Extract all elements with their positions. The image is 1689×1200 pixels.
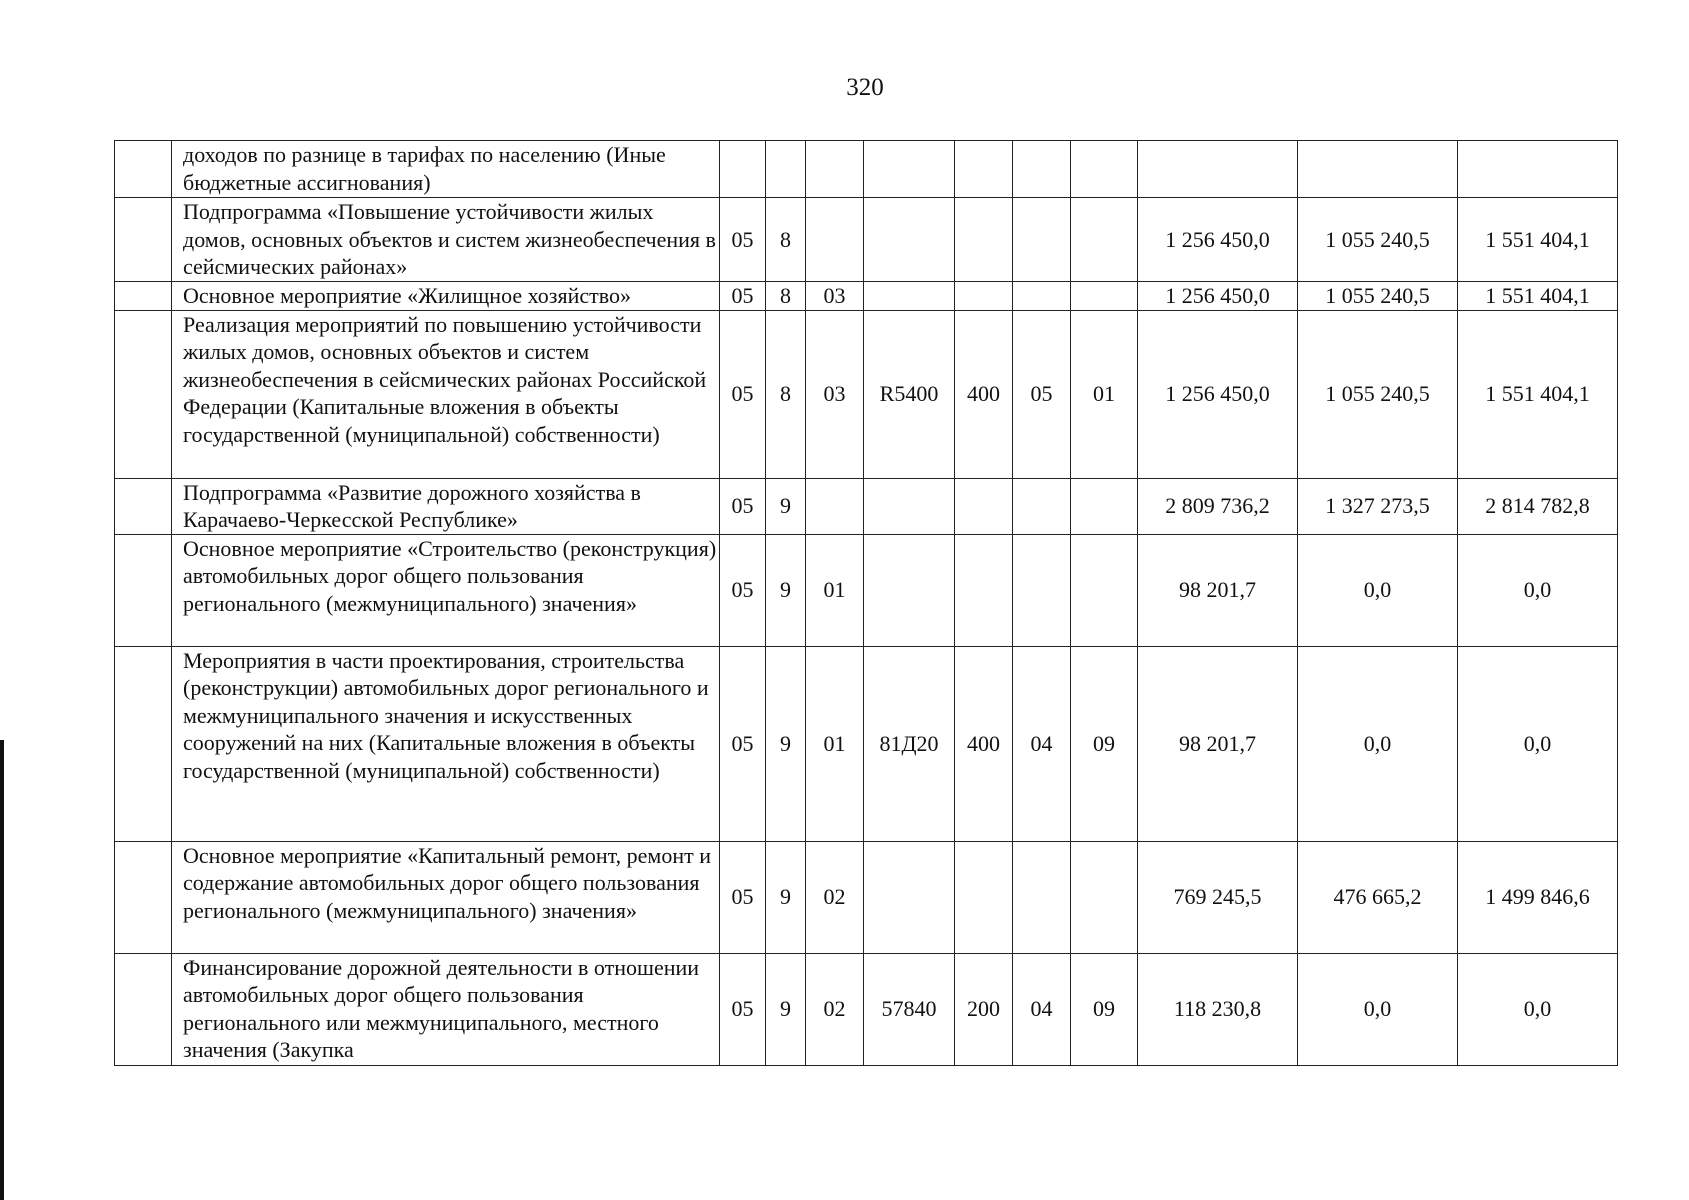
cell-name: Основное мероприятие «Строительство (реконструкция) автомобильных дорог общего пользования регионального (межмуниципального) значения» <box>172 534 720 646</box>
cell-direction: 57840 <box>864 953 955 1065</box>
scan-margin-bar <box>0 740 4 1200</box>
cell-amount-year1 <box>1138 141 1298 198</box>
cell-amount-year1: 1 256 450,0 <box>1138 282 1298 311</box>
cell-amount-year3: 0,0 <box>1458 953 1618 1065</box>
cell-subprogram: 9 <box>766 953 806 1065</box>
cell-expense-type <box>955 841 1013 953</box>
cell-name: Основное мероприятие «Жилищное хозяйство» <box>172 282 720 311</box>
table-row <box>115 953 1618 1065</box>
cell-name: Финансирование дорожной деятельности в отношении автомобильных дорог общего пользования регионального или межмуниципального, местного значения (Закупка <box>172 953 720 1065</box>
cell-amount-year1: 98 201,7 <box>1138 646 1298 841</box>
cell-index <box>115 282 172 311</box>
cell-subprogram: 8 <box>766 310 806 478</box>
cell-index <box>115 141 172 198</box>
cell-amount-year3 <box>1458 141 1618 198</box>
cell-subprogram: 9 <box>766 646 806 841</box>
cell-direction <box>864 141 955 198</box>
cell-amount-year3: 2 814 782,8 <box>1458 478 1618 534</box>
cell-amount-year2: 1 327 273,5 <box>1298 478 1458 534</box>
cell-subprogram <box>766 141 806 198</box>
cell-direction: R5400 <box>864 310 955 478</box>
cell-program <box>720 141 766 198</box>
cell-direction <box>864 534 955 646</box>
cell-amount-year1: 1 256 450,0 <box>1138 310 1298 478</box>
cell-section <box>1013 198 1071 282</box>
cell-amount-year3: 1 551 404,1 <box>1458 310 1618 478</box>
cell-amount-year2: 0,0 <box>1298 646 1458 841</box>
cell-section <box>1013 478 1071 534</box>
cell-section <box>1013 534 1071 646</box>
cell-section <box>1013 282 1071 311</box>
cell-subsection: 01 <box>1071 310 1138 478</box>
cell-main-event: 02 <box>806 953 864 1065</box>
cell-index <box>115 841 172 953</box>
cell-name: Мероприятия в части проектирования, строительства (реконструкции) автомобильных дорог регионального и межмуниципального значения и искусственных сооружений на них (Капитальные вложения в объекты государственной (муниципальной) собственности) <box>172 646 720 841</box>
cell-name: Основное мероприятие «Капитальный ремонт, ремонт и содержание автомобильных дорог общего пользования регионального (межмуниципального) значения» <box>172 841 720 953</box>
cell-subsection: 09 <box>1071 953 1138 1065</box>
cell-subsection <box>1071 141 1138 198</box>
cell-program: 05 <box>720 478 766 534</box>
cell-section: 04 <box>1013 953 1071 1065</box>
budget-table <box>114 140 1618 1066</box>
cell-section: 04 <box>1013 646 1071 841</box>
cell-program: 05 <box>720 282 766 311</box>
cell-amount-year1: 98 201,7 <box>1138 534 1298 646</box>
cell-program: 05 <box>720 646 766 841</box>
cell-main-event <box>806 478 864 534</box>
cell-main-event: 01 <box>806 646 864 841</box>
cell-expense-type <box>955 141 1013 198</box>
cell-direction <box>864 198 955 282</box>
cell-subsection <box>1071 478 1138 534</box>
cell-amount-year3: 1 551 404,1 <box>1458 282 1618 311</box>
cell-program: 05 <box>720 953 766 1065</box>
cell-program: 05 <box>720 310 766 478</box>
table-body <box>115 141 1618 1066</box>
cell-name: доходов по разнице в тарифах по населению (Иные бюджетные ассигнования) <box>172 141 720 198</box>
cell-index <box>115 646 172 841</box>
cell-program: 05 <box>720 841 766 953</box>
cell-index <box>115 534 172 646</box>
cell-subprogram: 8 <box>766 282 806 311</box>
cell-amount-year3: 1 551 404,1 <box>1458 198 1618 282</box>
cell-expense-type: 400 <box>955 646 1013 841</box>
cell-direction <box>864 841 955 953</box>
cell-name: Реализация мероприятий по повышению устойчивости жилых домов, основных объектов и систем жизнеобеспечения в сейсмических районах Российской Федерации (Капитальные вложения в объекты государственной (муниципальной) собственности) <box>172 310 720 478</box>
cell-index <box>115 953 172 1065</box>
table-row <box>115 841 1618 953</box>
cell-amount-year2: 1 055 240,5 <box>1298 198 1458 282</box>
cell-main-event: 03 <box>806 310 864 478</box>
cell-amount-year2 <box>1298 141 1458 198</box>
cell-index <box>115 310 172 478</box>
cell-subprogram: 9 <box>766 534 806 646</box>
cell-section <box>1013 841 1071 953</box>
cell-name: Подпрограмма «Повышение устойчивости жилых домов, основных объектов и систем жизнеобеспечения в сейсмических районах» <box>172 198 720 282</box>
table-row <box>115 282 1618 311</box>
cell-amount-year3: 1 499 846,6 <box>1458 841 1618 953</box>
cell-main-event: 01 <box>806 534 864 646</box>
cell-subsection <box>1071 198 1138 282</box>
cell-section <box>1013 141 1071 198</box>
cell-name: Подпрограмма «Развитие дорожного хозяйства в Карачаево-Черкесской Республике» <box>172 478 720 534</box>
cell-amount-year2: 1 055 240,5 <box>1298 310 1458 478</box>
table-row <box>115 198 1618 282</box>
cell-amount-year2: 1 055 240,5 <box>1298 282 1458 311</box>
cell-amount-year3: 0,0 <box>1458 534 1618 646</box>
cell-expense-type <box>955 198 1013 282</box>
cell-expense-type: 400 <box>955 310 1013 478</box>
cell-expense-type <box>955 282 1013 311</box>
cell-section: 05 <box>1013 310 1071 478</box>
cell-subsection <box>1071 841 1138 953</box>
cell-amount-year2: 0,0 <box>1298 953 1458 1065</box>
cell-amount-year1: 2 809 736,2 <box>1138 478 1298 534</box>
table-row <box>115 310 1618 478</box>
cell-amount-year1: 769 245,5 <box>1138 841 1298 953</box>
cell-program: 05 <box>720 534 766 646</box>
cell-index <box>115 198 172 282</box>
cell-expense-type <box>955 478 1013 534</box>
page-number: 320 <box>846 74 884 101</box>
cell-main-event <box>806 198 864 282</box>
cell-subprogram: 9 <box>766 841 806 953</box>
cell-subsection: 09 <box>1071 646 1138 841</box>
cell-amount-year2: 0,0 <box>1298 534 1458 646</box>
cell-expense-type <box>955 534 1013 646</box>
table-row <box>115 646 1618 841</box>
cell-main-event <box>806 141 864 198</box>
cell-direction: 81Д20 <box>864 646 955 841</box>
cell-direction <box>864 478 955 534</box>
cell-program: 05 <box>720 198 766 282</box>
cell-subprogram: 9 <box>766 478 806 534</box>
cell-index <box>115 478 172 534</box>
cell-amount-year1: 1 256 450,0 <box>1138 198 1298 282</box>
cell-expense-type: 200 <box>955 953 1013 1065</box>
cell-amount-year2: 476 665,2 <box>1298 841 1458 953</box>
table-row <box>115 478 1618 534</box>
cell-main-event: 03 <box>806 282 864 311</box>
table-row <box>115 534 1618 646</box>
cell-main-event: 02 <box>806 841 864 953</box>
cell-direction <box>864 282 955 311</box>
cell-amount-year1: 118 230,8 <box>1138 953 1298 1065</box>
cell-subsection <box>1071 282 1138 311</box>
cell-subsection <box>1071 534 1138 646</box>
table-row <box>115 141 1618 198</box>
cell-subprogram: 8 <box>766 198 806 282</box>
cell-amount-year3: 0,0 <box>1458 646 1618 841</box>
